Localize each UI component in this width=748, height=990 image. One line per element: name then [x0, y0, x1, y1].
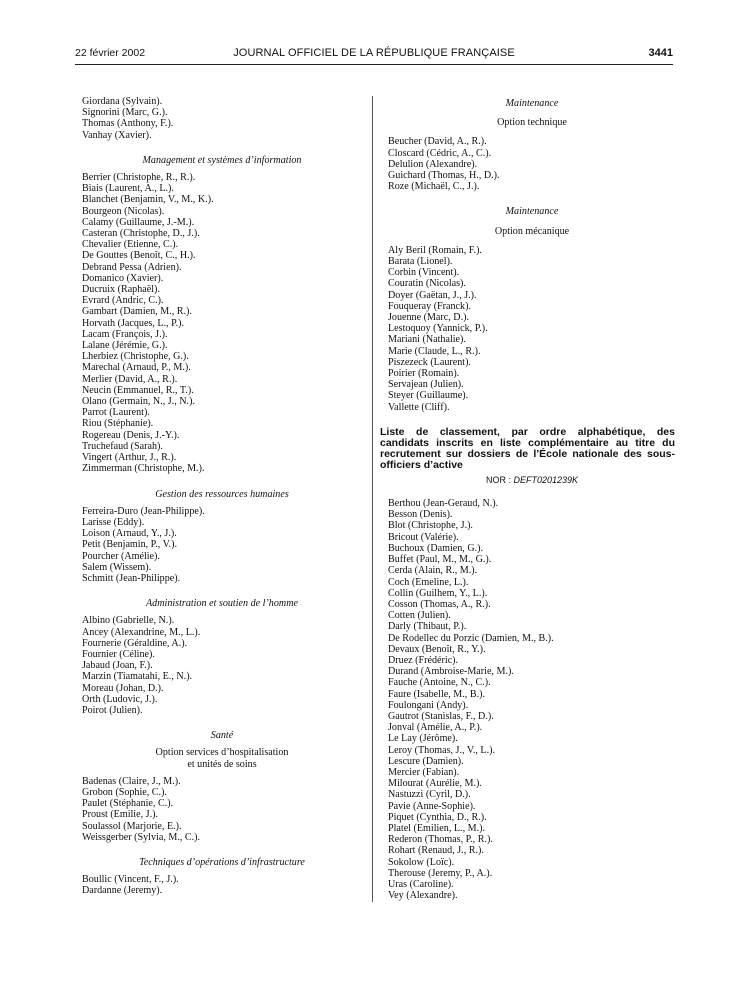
list-item: Sokolow (Loïc). [388, 856, 455, 868]
list-item: Jabaud (Joan, F.). [82, 660, 153, 672]
list-item: Cosson (Thomas, A., R.). [388, 598, 491, 610]
list-item: Merlier (David, A., R.). [82, 373, 178, 385]
list-item: Gautrot (Stanislas, F., D.). [388, 710, 494, 722]
section-subtitle-sante-2: et unités de soins [187, 758, 257, 770]
list-item: Calamy (Guillaume, J.-M.). [82, 216, 195, 228]
section-subtitle-sante-1: Option services d’hospitalisation [155, 747, 289, 759]
list-item: Le Lay (Jérôme). [388, 733, 458, 745]
list-item: Loison (Arnaud, Y., J.). [82, 528, 177, 540]
section-subtitle-option-technique: Option technique [497, 117, 567, 129]
list-item: Badenas (Claire, J., M.). [82, 775, 181, 787]
header-divider [75, 64, 673, 65]
maintenance-mecanique-list [388, 245, 676, 413]
list-item: Riou (Stéphanie). [82, 418, 154, 430]
list-item: Grobon (Sophie, C.). [82, 786, 167, 798]
list-item: Faure (Isabelle, M., B.). [388, 688, 485, 700]
list-item: Collin (Guilhem, Y., L.). [388, 587, 488, 599]
nor-label: NOR : [485, 474, 511, 485]
list-item: Horvath (Jacques, L., P.). [82, 317, 185, 329]
list-item: Piszezeck (Laurent). [388, 356, 471, 368]
list-item: Besson (Denis). [388, 509, 453, 521]
list-item: Boullic (Vincent, F., J.). [82, 874, 179, 886]
list-item: Druez (Frédéric). [388, 654, 459, 666]
list-item: Truchefaud (Sarah). [82, 440, 163, 452]
list-item: Weissgerber (Sylvia, M., C.). [82, 831, 201, 843]
list-item: Blot (Christophe, J.). [388, 520, 473, 532]
list-item: Fouqueray (Franck). [388, 300, 471, 312]
issue-date: 22 février 2002 [75, 47, 146, 59]
list-item: Evrard (Andric, C.). [82, 295, 164, 307]
list-item: Schmitt (Jean-Philippe). [82, 572, 181, 584]
list-item: Berthou (Jean-Geraud, N.). [388, 498, 499, 510]
list-item: Piquet (Cynthia, D., R.). [388, 811, 487, 823]
list-item: Giordana (Sylvain). [82, 96, 163, 107]
list-item: Ancey (Alexandrine, M., L.). [82, 626, 201, 638]
list-item: Lalane (Jérémie, G.). [82, 340, 168, 352]
list-item: Corbin (Vincent). [388, 267, 460, 279]
section-subtitle-option-mecanique: Option mécanique [494, 225, 570, 237]
right-column [380, 96, 676, 902]
list-item: Orth (Ludovic, J.). [82, 693, 158, 705]
list-item: Durand (Ambroise-Marie, M.). [388, 666, 514, 678]
list-item: Chevalier (Etienne, C.). [82, 239, 179, 251]
page-header [75, 47, 673, 63]
column-divider [372, 96, 373, 902]
sante-list [82, 776, 362, 843]
list-item: Fournerie (Géraldine, A.). [82, 637, 188, 649]
list-item: Poirier (Romain). [388, 368, 460, 380]
list-item: Vallette (Cliff). [388, 401, 450, 413]
list-item: Rederon (Thomas, P., R.). [388, 834, 493, 846]
announcement-title: Liste de classement, par ordre alphabétique, des candidats inscrits en liste complémentaire au titre du recrutement sur dossiers de l’École nationale des sous-officiers d’active [380, 425, 675, 471]
list-item: Closcard (Cédric, A., C.). [388, 147, 492, 159]
list-item: Bourgeon (Nicolas). [82, 205, 165, 217]
list-item: Milourat (Aurélie, M.). [388, 778, 482, 790]
list-item: Mariani (Nathalie). [388, 334, 466, 346]
list-item: Domanico (Xavier). [82, 272, 164, 284]
section-title-sante: Santé [210, 730, 234, 742]
list-item: Lescure (Damien). [388, 755, 464, 767]
list-item: Foulongani (Andy). [388, 699, 469, 711]
list-item: Mercier (Fabian). [388, 766, 460, 778]
list-item: Albino (Gabrielle, N.). [82, 615, 175, 627]
list-item: Neucin (Emmanuel, R., T.). [82, 384, 194, 396]
list-item: Marechal (Arnaud, P., M.). [82, 362, 191, 374]
list-item: Soulassol (Marjorie, E.). [82, 820, 182, 832]
list-item: Olano (Germain, N., J., N.). [82, 396, 195, 408]
list-item: Rohart (Renaud, J., R.). [388, 845, 484, 857]
nor-code: DEFT0201239K [513, 474, 579, 485]
list-item: Fournier (Céline). [82, 648, 155, 660]
list-item: Coch (Emeline, L.). [388, 576, 469, 588]
list-item: Lacam (François, J.). [82, 328, 168, 340]
maintenance-technique-list [388, 136, 676, 192]
list-item: Marie (Claude, L., R.). [388, 345, 481, 357]
list-item: Proust (Emilie, J.). [82, 809, 158, 821]
list-item: De Gouttes (Benoît, C., H.). [82, 250, 196, 262]
list-item: Buffet (Paul, M., M., G.). [388, 554, 492, 566]
list-item: Bricout (Valérie). [388, 531, 459, 543]
list-item: Servajean (Julien). [388, 379, 464, 391]
section-title-rh: Gestion des ressources humaines [155, 488, 289, 500]
list-item: Leroy (Thomas, J., V., L.). [388, 744, 495, 756]
list-item: Poirot (Julien). [82, 704, 143, 716]
list-item: Buchoux (Damien, G.). [388, 542, 484, 554]
rh-list [82, 506, 362, 584]
admin-list [82, 615, 362, 716]
journal-title: JOURNAL OFFICIEL DE LA RÉPUBLIQUE FRANÇAISE [233, 47, 515, 59]
list-item: Marzin (Tiamatahi, E., N.). [82, 671, 193, 683]
list-item: Doyer (Gaëtan, J., J.). [388, 289, 477, 301]
list-item: Blanchet (Benjamin, V., M., K.). [82, 194, 214, 206]
list-item: Petit (Benjamin, P., V.). [82, 539, 177, 551]
list-item: Biais (Laurent, A., L.). [82, 183, 174, 195]
list-item: Nastuzzi (Cyril, D.). [388, 789, 471, 801]
section-title-admin: Administration et soutien de l’homme [146, 598, 298, 610]
list-item: Debrand Pessa (Adrien). [82, 261, 182, 273]
list-item: Lherbiez (Christophe, G.). [82, 351, 189, 363]
list-item: Steyer (Guillaume). [388, 390, 469, 402]
list-item: Lestoquoy (Yannick, P.). [388, 323, 488, 335]
management-list [82, 172, 362, 474]
infra-list [82, 874, 362, 896]
list-item: Thomas (Anthony, F.). [82, 118, 174, 130]
list-item: Couratin (Nicolas). [388, 278, 466, 290]
list-item: Parrot (Laurent). [82, 407, 150, 419]
list-item: Berrier (Christophe, R., R.). [82, 172, 196, 184]
list-item: Uras (Caroline). [388, 878, 454, 890]
list-item: Devaux (Benoît, R., Y.). [388, 643, 486, 655]
section-title-management: Management et systèmes d’information [142, 154, 302, 166]
list-item: Rogereau (Denis, J.-Y.). [82, 429, 180, 441]
list-item: Moreau (Johan, D.). [82, 682, 164, 694]
list-item: Dardanne (Jeremy). [82, 885, 163, 897]
nor-reference [388, 475, 676, 486]
list-item: Aly Beril (Romain, F.). [388, 244, 482, 256]
section-title-infra: Techniques d’opérations d’infrastructure [139, 856, 305, 868]
intro-list [82, 96, 362, 141]
list-item: Guichard (Thomas, H., D.). [388, 170, 500, 182]
list-item: Cerda (Alain, R., M.). [388, 565, 478, 577]
section-title-maintenance-technique: Maintenance [505, 98, 559, 109]
page-number: 3441 [648, 47, 673, 59]
list-item: Ferreira-Duro (Jean-Philippe). [82, 505, 205, 517]
list-item: Vey (Alexandre). [388, 890, 458, 902]
list-item: Vanhay (Xavier). [82, 129, 152, 141]
list-item: Vingert (Arthur, J., R.). [82, 452, 177, 464]
list-item: Salem (Wissem). [82, 561, 152, 573]
complementary-list [388, 498, 676, 901]
list-item: Larisse (Eddy). [82, 516, 145, 528]
list-item: Signorini (Marc, G.). [82, 107, 168, 119]
list-item: Zimmerman (Christophe, M.). [82, 463, 205, 475]
list-item: De Rodellec du Porzic (Damien, M., B.). [388, 632, 554, 644]
list-item: Barata (Lionel). [388, 256, 453, 268]
section-title-maintenance-mecanique: Maintenance [505, 206, 559, 218]
left-column [82, 96, 362, 897]
list-item: Gambart (Damien, M., R.). [82, 306, 192, 318]
list-item: Casteran (Christophe, D., J.). [82, 228, 200, 240]
list-item: Beucher (David, A., R.). [388, 136, 487, 148]
list-item: Jouenne (Marc, D.). [388, 312, 470, 324]
list-item: Cotten (Julien). [388, 610, 451, 622]
list-item: Fauche (Antoine, N., C.). [388, 677, 491, 689]
list-item: Ducruix (Raphaël). [82, 284, 160, 296]
list-item: Darly (Thibaut, P.). [388, 621, 467, 633]
list-item: Jonval (Amélie, A., P.). [388, 722, 483, 734]
list-item: Pavie (Anne-Sophie). [388, 800, 476, 812]
list-item: Pourcher (Amélie). [82, 550, 160, 562]
list-item: Roze (Michaël, C., J.). [388, 181, 480, 193]
list-item: Platel (Emilien, L., M.). [388, 822, 485, 834]
list-item: Delulion (Alexandre). [388, 158, 478, 170]
list-item: Therouse (Jeremy, P., A.). [388, 867, 493, 879]
list-item: Paulet (Stéphanie, C.). [82, 798, 174, 810]
